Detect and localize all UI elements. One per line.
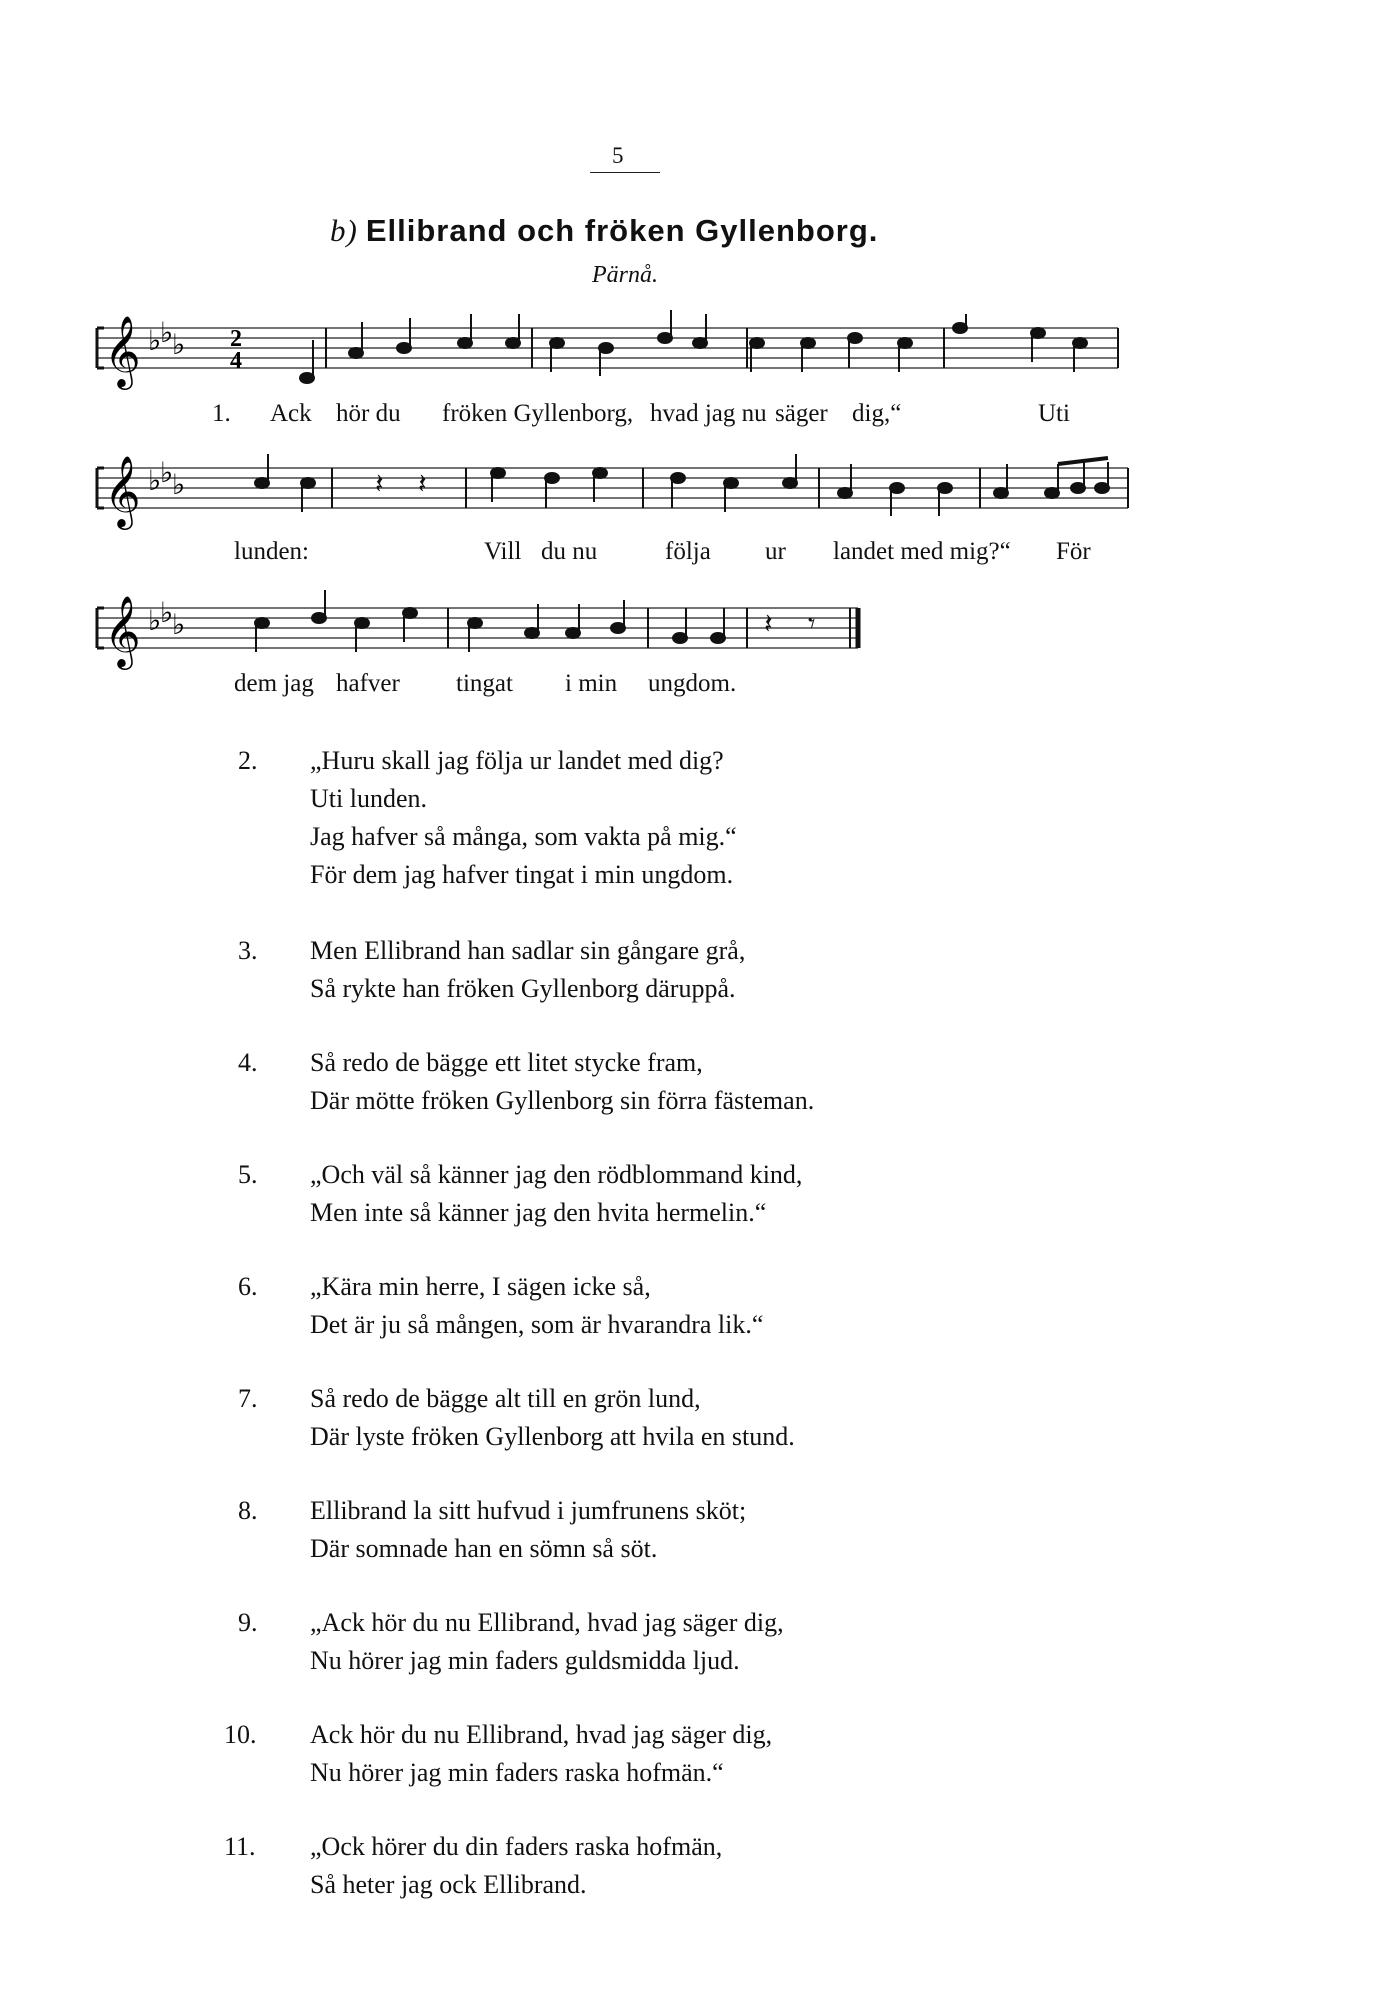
lyric-syllable: tingat: [456, 670, 513, 697]
lyric-syllable: följa: [665, 538, 711, 565]
verse-line: Så redo de bägge ett litet stycke fram,: [310, 1048, 703, 1077]
page-number: 5: [612, 143, 624, 168]
verse-line: Nu hörer jag min faders guldsmidda ljud.: [310, 1646, 740, 1675]
verse-number: 11.: [224, 1832, 256, 1861]
lyric-syllable: Uti: [1038, 400, 1070, 427]
flat-icon: ♭: [148, 464, 162, 497]
verse-line: Där lyste fröken Gyllenborg att hvila en stund.: [310, 1422, 795, 1451]
flat-icon: ♭: [160, 596, 174, 629]
lyric-syllable: du nu: [541, 538, 598, 565]
verse-number: 8.: [238, 1496, 258, 1525]
lyric-syllable: hafver: [336, 670, 400, 697]
lyric-syllable: ungdom.: [648, 670, 737, 697]
flat-icon: ♭: [172, 328, 186, 361]
verse-line: Ellibrand la sitt hufvud i jumfrunens sköt;: [310, 1496, 747, 1525]
verse-number: 2.: [238, 746, 258, 775]
title-text: Ellibrand och fröken Gyllenborg.: [365, 213, 879, 248]
lyrics-line-1: [0, 400, 1400, 432]
rest-icon: 𝄽: [418, 469, 427, 500]
verse-number: 4.: [238, 1048, 258, 1077]
verse-number: 7.: [238, 1384, 258, 1413]
verse-number: 3.: [238, 936, 258, 965]
verse-line: Så rykte han fröken Gyllenborg däruppå.: [310, 974, 736, 1003]
lyric-syllable: Ack: [270, 400, 312, 427]
verse-line: Uti lunden.: [310, 784, 427, 813]
lyric-syllable: ur: [765, 538, 786, 565]
notes: [255, 590, 815, 652]
title-prefix: b): [330, 213, 358, 248]
flat-icon: ♭: [160, 456, 174, 489]
lyric-syllable: säger: [775, 400, 828, 427]
music-staff-1: [0, 310, 1400, 400]
music-staff-2: [0, 450, 1400, 540]
verse-line: Så heter jag ock Ellibrand.: [310, 1870, 587, 1899]
verse-line: Där mötte fröken Gyllenborg sin förra fästeman.: [310, 1086, 815, 1115]
verse-line: „Huru skall jag följa ur landet med dig?: [310, 746, 724, 775]
rest-icon: 𝄽: [764, 609, 773, 640]
verse-line: „Och väl så känner jag den rödblommand kind,: [310, 1160, 803, 1189]
verse-line: Det är ju så mången, som är hvarandra lik.“: [310, 1310, 764, 1339]
treble-clef-icon: 𝄞: [104, 594, 141, 667]
lyric-syllable: För: [1056, 538, 1091, 565]
rest-icon: 𝄾: [808, 609, 816, 640]
lyric-syllable: landet med mig?“: [833, 538, 1011, 565]
flat-icon: ♭: [148, 324, 162, 357]
music-staff-3: [0, 590, 1400, 680]
verse-line: „Kära min herre, I sägen icke så,: [310, 1272, 651, 1301]
time-signature-upper: 2: [230, 326, 242, 352]
verse-line: Jag hafver så många, som vakta på mig.“: [310, 822, 737, 851]
verse-number: 9.: [238, 1608, 258, 1637]
verse-line: Där somnade han en sömn så söt.: [310, 1534, 658, 1563]
verse-line: Ack hör du nu Ellibrand, hvad jag säger dig,: [310, 1720, 773, 1749]
lyrics-line-3: [0, 670, 1400, 702]
flat-icon: ♭: [172, 608, 186, 641]
verse-line: „Ock hörer du din faders raska hofmän,: [310, 1832, 723, 1861]
song-origin: Pärnå.: [592, 262, 658, 288]
flat-icon: ♭: [148, 604, 162, 637]
verse-line: Nu hörer jag min faders raska hofmän.“: [310, 1758, 724, 1787]
lyric-syllable: lunden:: [234, 538, 309, 565]
verse-number: 6.: [238, 1272, 258, 1301]
verse-line: Så redo de bägge alt till en grön lund,: [310, 1384, 701, 1413]
time-signature-lower: 4: [230, 348, 242, 374]
notes: [300, 310, 1087, 383]
treble-clef-icon: 𝄞: [104, 454, 141, 527]
verse-line: „Ack hör du nu Ellibrand, hvad jag säger dig,: [310, 1608, 784, 1637]
rest-icon: 𝄽: [375, 469, 384, 500]
lyric-syllable: i min: [565, 670, 618, 697]
lyric-verse-number: 1.: [212, 400, 231, 427]
verse-number: 10.: [224, 1720, 257, 1749]
song-title: [330, 213, 878, 249]
verse-line: Men Ellibrand han sadlar sin gångare grå,: [310, 936, 746, 965]
verse-number: 5.: [238, 1160, 258, 1189]
lyric-syllable: fröken Gyllenborg,: [442, 400, 634, 427]
flat-icon: ♭: [160, 316, 174, 349]
lyric-syllable: hvad jag nu: [650, 400, 767, 427]
lyric-syllable: hör du: [336, 400, 401, 427]
flat-icon: ♭: [172, 468, 186, 501]
lyric-syllable: Vill: [484, 538, 522, 565]
lyric-syllable: dig,“: [852, 400, 902, 427]
verse-line: Men inte så känner jag den hvita hermelin.“: [310, 1198, 767, 1227]
lyric-syllable: dem jag: [234, 670, 314, 697]
lyrics-line-2: [0, 538, 1400, 570]
treble-clef-icon: 𝄞: [104, 314, 141, 387]
page-number-rule: [590, 172, 660, 173]
verse-line: För dem jag hafver tingat i min ungdom.: [310, 860, 734, 889]
